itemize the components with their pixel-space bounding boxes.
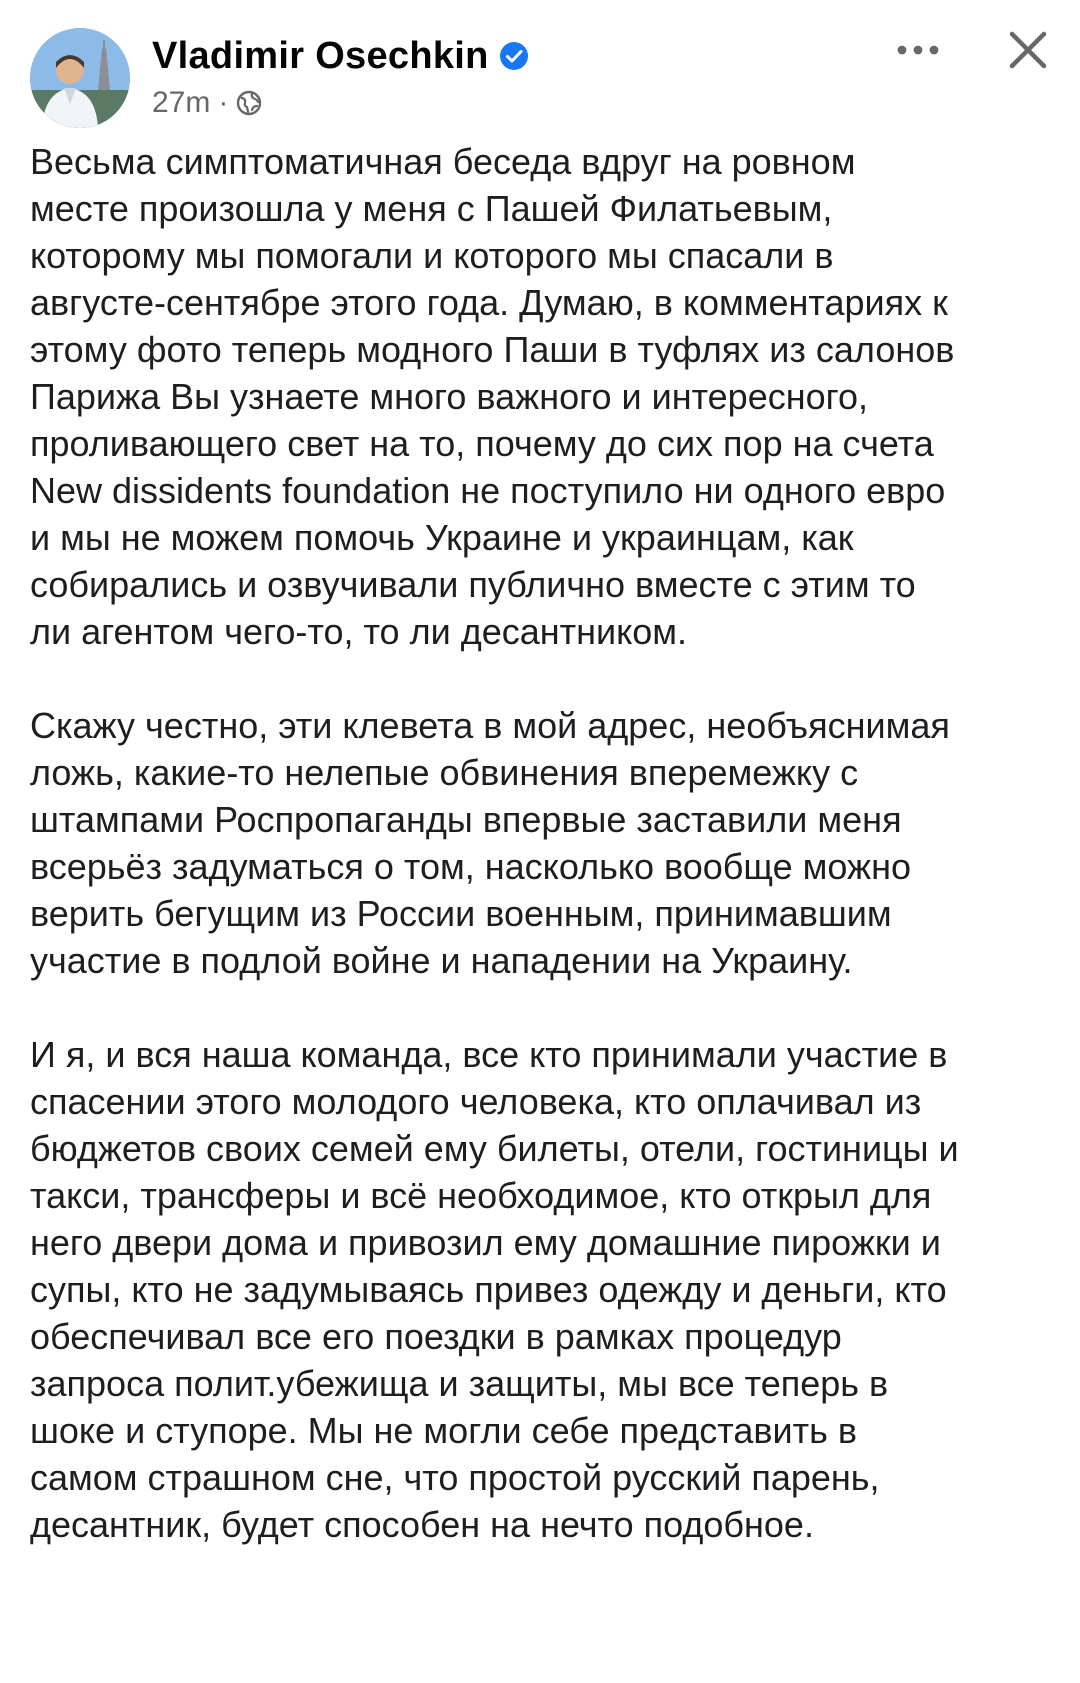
verified-badge-icon	[499, 41, 529, 71]
ellipsis-icon	[893, 42, 943, 58]
post-paragraph-2: Скажу честно, эти клевета в мой адрес, необъяснимая ложь, какие-то нелепые обвинения вперемежку с штампами Роспропаганды впервые заставили меня всерьёз задуматься о том, насколько вообще можно верить бегущим из России военным, принимавшим участие в подлой войне и нападении на Украину.	[30, 705, 950, 981]
post-body	[30, 138, 1060, 1548]
post-header	[30, 18, 1060, 128]
author-block	[152, 34, 529, 120]
post-meta	[152, 86, 529, 120]
meta-separator: ·	[218, 86, 229, 119]
more-options-button[interactable]	[888, 30, 948, 70]
post-time[interactable]: 27m	[152, 86, 211, 119]
close-button[interactable]	[1000, 22, 1056, 78]
avatar-photo	[30, 28, 130, 128]
author-avatar[interactable]	[30, 28, 130, 128]
author-name[interactable]: Vladimir Osechkin	[152, 34, 489, 77]
post-paragraph-1: Весьма симптоматичная беседа вдруг на ровном месте произошла у меня с Пашей Филатьевым, которому мы помогали и которого мы спасали в августе-сентябре этого года. Думаю, в комментариях к этому фото теперь модного Паши в туфлях из салонов Парижа Вы узнаете много важного и интересного, проливающего свет на то, почему до сих пор на счета New dissidents foundation не поступило ни одного евро и мы не можем помочь Украине и украинцам, как собирались и озвучивали публично вместе с этим то ли агентом чего-то, то ли десантником.	[30, 141, 955, 652]
author-row	[152, 34, 529, 78]
post-paragraph-3: И я, и вся наша команда, все кто принимали участие в спасении этого молодого человека, кто оплачивал из бюджетов своих семей ему билеты, отели, гостиницы и такси, трансферы и всё необходимое, кто открыл для него двери дома и привозил ему домашние пирожки и супы, кто не задумываясь привез одежду и деньги, кто обеспечивал все его поездки в рамках процедур запроса полит.убежища и защиты, мы все теперь в шоке и ступоре. Мы не могли себе представить в самом страшном сне, что простой русский парень, десантник, будет способен на нечто подобное.	[30, 1034, 959, 1545]
globe-icon[interactable]	[236, 90, 262, 116]
close-icon	[1008, 30, 1048, 70]
